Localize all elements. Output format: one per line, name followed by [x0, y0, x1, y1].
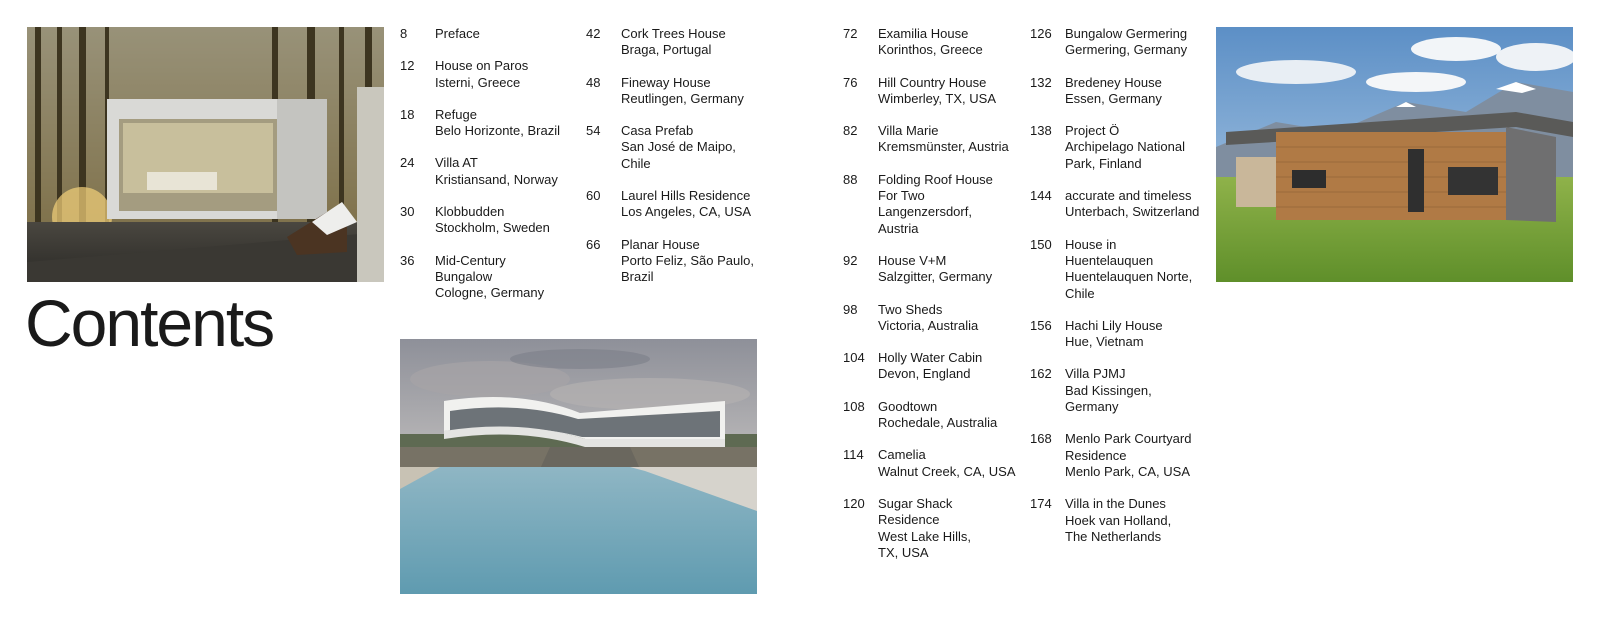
page-number: 104: [843, 350, 865, 366]
page-number: 108: [843, 398, 865, 414]
page-number: 54: [586, 123, 601, 139]
contents-entry[interactable]: [586, 188, 771, 221]
house-location: Hue, Vietnam: [1065, 334, 1144, 350]
house-name: Bredeney House: [1065, 74, 1162, 90]
house-name: Fineway House: [621, 74, 711, 90]
contents-column: [400, 26, 585, 318]
page-title: Contents: [25, 286, 274, 360]
contents-entry[interactable]: [1030, 366, 1215, 415]
page-number: 60: [586, 188, 601, 204]
house-name: Casa Prefab: [621, 123, 694, 139]
house-location: Stockholm, Sweden: [435, 220, 550, 236]
contents-entry[interactable]: [843, 172, 1028, 237]
house-name: Cork Trees House: [621, 26, 726, 41]
house-name: Hachi Lily House: [1065, 317, 1163, 333]
contents-entry[interactable]: [400, 204, 585, 237]
house-name: Planar House: [621, 236, 700, 252]
contents-entry[interactable]: [1030, 188, 1215, 221]
house-name: Refuge: [435, 106, 477, 122]
house-name: Examilia House: [878, 26, 969, 41]
house-location: Rochedale, Australia: [878, 415, 998, 431]
page-number: 114: [843, 447, 864, 463]
page-number: 30: [400, 204, 415, 220]
contents-entry[interactable]: [1030, 496, 1215, 545]
house-location: Hoek van Holland, The Netherlands: [1065, 512, 1172, 544]
page-number: 126: [1030, 26, 1052, 41]
contents-entry[interactable]: [400, 26, 585, 42]
page-number: 76: [843, 74, 858, 90]
house-location: Germering, Germany: [1065, 42, 1188, 58]
house-location: Braga, Portugal: [621, 42, 712, 58]
contents-entry[interactable]: [1030, 123, 1215, 172]
mountain-bungalow-photo: [1216, 27, 1573, 282]
page-number: 98: [843, 301, 858, 317]
house-location: Huentelauquen Norte, Chile: [1065, 269, 1193, 301]
contents-entry[interactable]: [843, 26, 1028, 59]
contents-entry[interactable]: [1030, 26, 1215, 59]
house-name: Goodtown: [878, 398, 938, 414]
house-location: Cologne, Germany: [435, 285, 545, 301]
house-name: Klobbudden: [435, 204, 505, 220]
house-name: Laurel Hills Residence: [621, 188, 751, 204]
house-location: Kristiansand, Norway: [435, 171, 558, 187]
house-name: Camelia: [878, 447, 926, 463]
page-number: 48: [586, 74, 601, 90]
page-number: 88: [843, 171, 858, 187]
house-name: Mid-Century Bungalow: [435, 252, 506, 284]
contents-entry[interactable]: [843, 253, 1028, 286]
house-name: Two Sheds: [878, 301, 943, 317]
house-location: Unterbach, Switzerland: [1065, 204, 1200, 220]
house-name: Project Ö: [1065, 123, 1120, 139]
contents-entry[interactable]: [843, 447, 1028, 480]
contents-entry[interactable]: [586, 75, 771, 108]
house-name: Menlo Park Courtyard Residence: [1065, 431, 1192, 463]
contents-entry[interactable]: [400, 107, 585, 140]
house-name: Villa in the Dunes: [1065, 496, 1166, 512]
page-number: 156: [1030, 317, 1052, 333]
house-name: Sugar Shack Residence: [878, 495, 953, 528]
page-number: 144: [1030, 188, 1052, 204]
contents-entry[interactable]: [586, 123, 771, 172]
house-location: Salzgitter, Germany: [878, 269, 993, 285]
house-name: Holly Water Cabin: [878, 350, 983, 366]
house-location: Walnut Creek, CA, USA: [878, 463, 1016, 479]
contents-entry[interactable]: [843, 399, 1028, 432]
contents-entry[interactable]: [1030, 237, 1215, 302]
house-name: Bungalow Germering: [1065, 26, 1188, 41]
forest-pavilion-photo: [27, 27, 384, 282]
house-location: Korinthos, Greece: [878, 42, 983, 58]
page-number: 168: [1030, 431, 1052, 447]
contents-column: [586, 26, 771, 302]
contents-entry[interactable]: [400, 58, 585, 91]
contents-entry[interactable]: [1030, 75, 1215, 108]
page-number: 162: [1030, 366, 1052, 382]
house-name: accurate and timeless: [1065, 188, 1192, 204]
contents-entry[interactable]: [400, 155, 585, 188]
page-number: 36: [400, 252, 415, 268]
page-number: 174: [1030, 496, 1052, 512]
house-name: Villa AT: [435, 155, 478, 171]
page-number: 42: [586, 26, 601, 41]
house-name: Villa PJMJ: [1065, 366, 1126, 382]
house-name: Villa Marie: [878, 123, 939, 139]
house-location: Essen, Germany: [1065, 90, 1162, 106]
contents-column: [843, 26, 1028, 577]
contents-column: [1030, 26, 1215, 561]
contents-entry[interactable]: [1030, 431, 1215, 480]
contents-entry[interactable]: [586, 237, 771, 286]
house-name: House V+M: [878, 252, 947, 268]
house-location: Isterni, Greece: [435, 74, 521, 90]
page-number: 12: [400, 58, 415, 74]
contents-entry[interactable]: [1030, 318, 1215, 351]
contents-entry[interactable]: [843, 302, 1028, 335]
page-number: 24: [400, 155, 415, 171]
house-location: Reutlingen, Germany: [621, 90, 744, 106]
page-number: 82: [843, 123, 858, 139]
contents-entry[interactable]: [400, 253, 585, 302]
house-location: Victoria, Australia: [878, 317, 979, 333]
house-name: Folding Roof House For Two: [878, 171, 993, 204]
house-location: Porto Feliz, São Paulo, Brazil: [621, 252, 754, 285]
house-name: House on Paros: [435, 58, 529, 74]
house-location: Menlo Park, CA, USA: [1065, 463, 1190, 479]
house-location: Archipelago National Park, Finland: [1065, 139, 1185, 171]
house-location: Langenzersdorf, Austria: [878, 204, 972, 236]
house-name: House in Huentelauquen: [1065, 236, 1154, 268]
page-number: 150: [1030, 236, 1052, 252]
house-location: San José de Maipo, Chile: [621, 139, 736, 171]
house-location: West Lake Hills, TX, USA: [878, 528, 971, 560]
contents-entry[interactable]: [843, 75, 1028, 108]
contents-entry[interactable]: [843, 496, 1028, 561]
house-location: Los Angeles, CA, USA: [621, 204, 752, 220]
house-location: Bad Kissingen, Germany: [1065, 382, 1152, 415]
page-number: 92: [843, 252, 858, 268]
house-location: Kremsmünster, Austria: [878, 139, 1009, 155]
contents-entry[interactable]: [843, 123, 1028, 156]
page-number: 66: [586, 236, 601, 252]
contents-entry[interactable]: [586, 26, 771, 59]
page-number: 8: [400, 26, 408, 41]
house-name: Preface: [435, 26, 480, 41]
pool-house-photo: [400, 339, 757, 594]
house-name: Hill Country House: [878, 74, 987, 90]
house-location: Wimberley, TX, USA: [878, 90, 996, 106]
page-number: 120: [843, 495, 865, 511]
page-number: 138: [1030, 123, 1052, 139]
house-location: Devon, England: [878, 366, 971, 382]
page-number: 72: [843, 26, 858, 41]
contents-entry[interactable]: [843, 350, 1028, 383]
page-number: 18: [400, 106, 415, 122]
page-number: 132: [1030, 74, 1052, 90]
house-location: Belo Horizonte, Brazil: [435, 123, 560, 139]
